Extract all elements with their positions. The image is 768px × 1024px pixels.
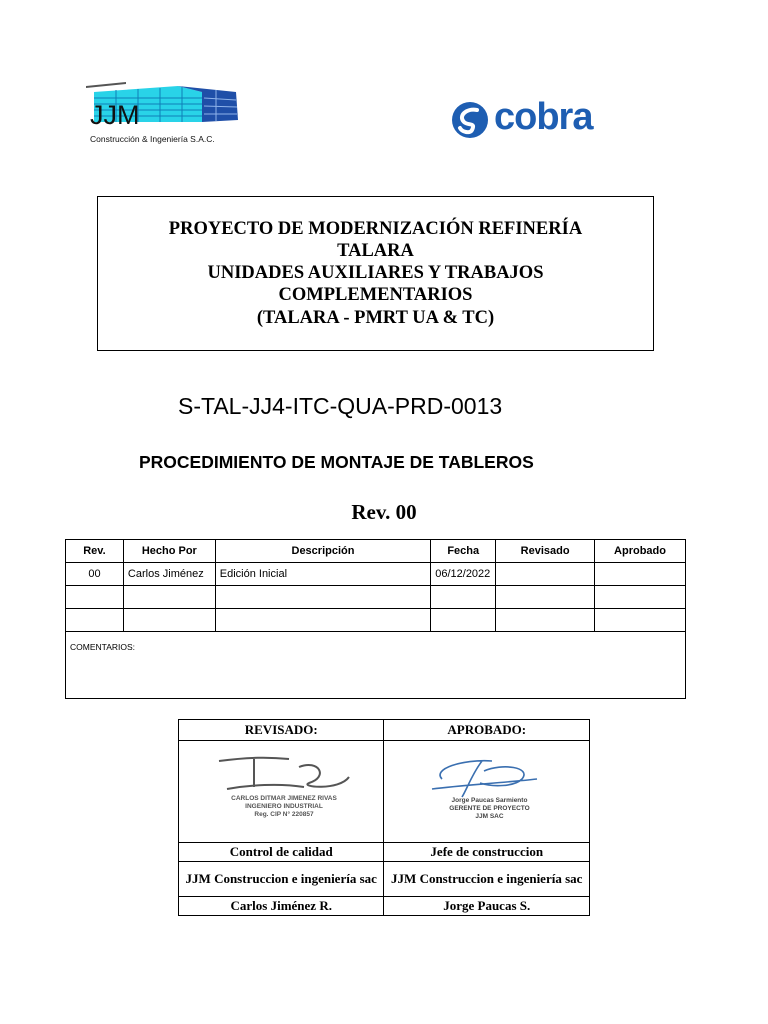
cobra-logo-name: cobra: [494, 96, 593, 138]
table-cell: 06/12/2022: [431, 563, 496, 586]
reviewed-header: REVISADO:: [179, 720, 384, 741]
approved-signature-icon: [422, 749, 552, 804]
table-cell: [431, 609, 496, 632]
project-line-4: COMPLEMENTARIOS: [278, 285, 473, 305]
header-rev: Rev.: [66, 540, 124, 563]
table-cell: [66, 609, 124, 632]
approved-role: Jefe de construccion: [384, 843, 590, 862]
approval-table: [178, 719, 590, 916]
table-row: [66, 563, 686, 586]
document-title: PROCEDIMIENTO DE MONTAJE DE TABLEROS: [139, 452, 534, 472]
table-cell: [123, 609, 215, 632]
project-line-2: TALARA: [337, 241, 414, 261]
reviewed-name: Carlos Jiménez R.: [179, 897, 384, 916]
table-cell: Edición Inicial: [215, 563, 430, 586]
reviewed-signature-cell: [179, 741, 384, 843]
approved-stamp-line-3: JJM SAC: [475, 813, 504, 820]
jjm-logo: [86, 78, 246, 148]
project-line-1: PROYECTO DE MODERNIZACIÓN REFINERÍA: [168, 219, 583, 239]
table-row: [66, 609, 686, 632]
table-cell: [496, 586, 595, 609]
project-title-box: [97, 196, 654, 351]
approved-signature-cell: [384, 741, 590, 843]
table-cell: [496, 563, 595, 586]
header-aprobado: Aprobado: [595, 540, 686, 563]
approved-name: Jorge Paucas S.: [384, 897, 590, 916]
header-revisado: Revisado: [496, 540, 595, 563]
table-cell: 00: [66, 563, 124, 586]
header-fecha: Fecha: [431, 540, 496, 563]
approved-organization: JJM Construccion e ingeniería sac: [384, 862, 590, 897]
document-revision: Rev. 00: [351, 500, 417, 524]
jjm-logo-name: JJM: [90, 100, 140, 130]
table-cell: [215, 609, 430, 632]
reviewed-organization: JJM Construccion e ingeniería sac: [179, 862, 384, 897]
reviewed-stamp-line-2: INGENIERO INDUSTRIAL: [245, 803, 323, 810]
table-cell: [431, 586, 496, 609]
table-cell: [215, 586, 430, 609]
revision-table-header: [66, 540, 686, 563]
project-line-3: UNIDADES AUXILIARES Y TRABAJOS: [207, 263, 544, 283]
table-row: [66, 586, 686, 609]
cobra-swirl-icon: [450, 100, 490, 140]
table-cell: [496, 609, 595, 632]
table-cell: [595, 586, 686, 609]
table-cell: [123, 586, 215, 609]
table-cell: [595, 609, 686, 632]
table-cell: [595, 563, 686, 586]
approved-stamp-line-2: GERENTE DE PROYECTO: [449, 805, 530, 812]
reviewed-stamp-line-1: CARLOS DITMAR JIMENEZ RIVAS: [231, 795, 337, 802]
comments-row: [66, 632, 686, 699]
comments-label: COMENTARIOS:: [66, 632, 686, 699]
jjm-logo-subtitle: Construcción & Ingeniería S.A.C.: [90, 134, 215, 144]
table-cell: Carlos Jiménez: [123, 563, 215, 586]
header-hecho-por: Hecho Por: [123, 540, 215, 563]
reviewed-role: Control de calidad: [179, 843, 384, 862]
document-code: S-TAL-JJ4-ITC-QUA-PRD-0013: [178, 393, 503, 419]
approved-stamp-line-1: Jorge Paucas Sarmiento: [451, 797, 528, 804]
header-descripcion: Descripción: [215, 540, 430, 563]
table-cell: [66, 586, 124, 609]
reviewed-stamp-line-3: Reg. CIP N° 220857: [254, 811, 314, 818]
cobra-logo: [450, 98, 635, 146]
project-line-5: (TALARA - PMRT UA & TC): [256, 308, 495, 328]
revision-table: [65, 539, 686, 699]
approved-header: APROBADO:: [384, 720, 590, 741]
